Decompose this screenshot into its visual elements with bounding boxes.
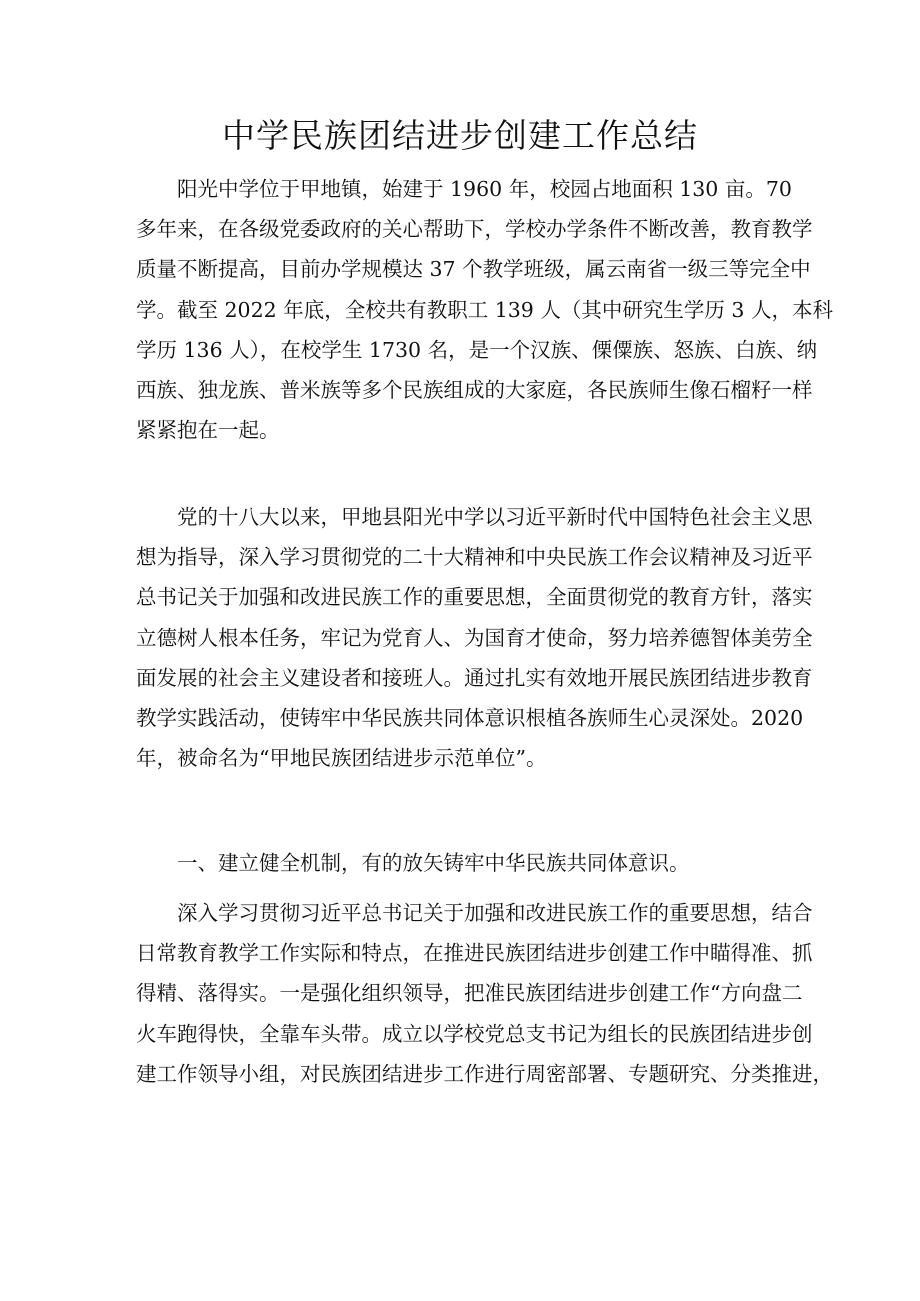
section-heading	[136, 843, 786, 883]
text-line: 阳光中学位于甲地镇，始建于 1960 年，校园占地面积 130 亩。70	[136, 177, 792, 201]
text-line: 火车跑得快，全靠车头带。成立以学校党总支书记为组长的民族团结进步创	[136, 1021, 813, 1046]
text-line: 教学实践活动，使铸牢中华民族共同体意识根植各族师生心灵深处。2020	[136, 705, 804, 730]
text-line: 日常教育教学工作实际和特点，在推进民族团结进步创建工作中瞄得准、抓	[136, 941, 813, 966]
text-line: 多年来，在各级党委政府的关心帮助下，学校办学条件不断改善，教育教学	[136, 217, 813, 242]
text-line: 学历 136 人），在校学生 1730 名，是一个汉族、傈僳族、怒族、白族、纳	[136, 337, 818, 362]
text-line: 得精、落得实。一是强化组织领导，把准民族团结进步创建工作“方向盘二	[136, 981, 803, 1006]
text-line: 深入学习贯彻习近平总书记关于加强和改进民族工作的重要思想，结合	[136, 901, 813, 925]
text-line: 想为指导，深入学习贯彻党的二十大精神和中央民族工作会议精神及习近平	[136, 545, 813, 570]
text-line: 质量不断提高，目前办学规模达 37 个教学班级，属云南省一级三等完全中	[136, 257, 811, 282]
text-line: 学。截至 2022 年底，全校共有教职工 139 人（其中研究生学历 3 人，本科	[136, 297, 833, 322]
text-line: 西族、独龙族、普米族等多个民族组成的大家庭，各民族师生像石榴籽一样	[136, 377, 813, 402]
text-line: 面发展的社会主义建设者和接班人。通过扎实有效地开展民族团结进步教育	[136, 665, 813, 690]
section-heading-text: 一、建立健全机制，有的放矢铸牢中华民族共同体意识。	[136, 851, 690, 875]
paragraph-mechanism	[136, 893, 833, 1094]
text-line: 党的十八大以来，甲地县阳光中学以习近平新时代中国特色社会主义思	[136, 505, 813, 529]
paragraph-guiding-thought	[136, 497, 813, 778]
text-line: 年，被命名为“甲地民族团结进步示范单位”。	[136, 746, 547, 771]
text-line: 紧紧抱在一起。	[136, 418, 280, 443]
text-line: 立德树人根本任务，牢记为党育人、为国育才使命，努力培养德智体美劳全	[136, 625, 813, 650]
document-title: 中学民族团结进步创建工作总结	[222, 116, 698, 155]
paragraph-school-intro	[136, 169, 833, 450]
text-line: 总书记关于加强和改进民族工作的重要思想，全面贯彻党的教育方针，落实	[136, 585, 813, 610]
text-line: 建工作领导小组，对民族团结进步工作进行周密部署、专题研究、分类推进，	[136, 1061, 833, 1086]
